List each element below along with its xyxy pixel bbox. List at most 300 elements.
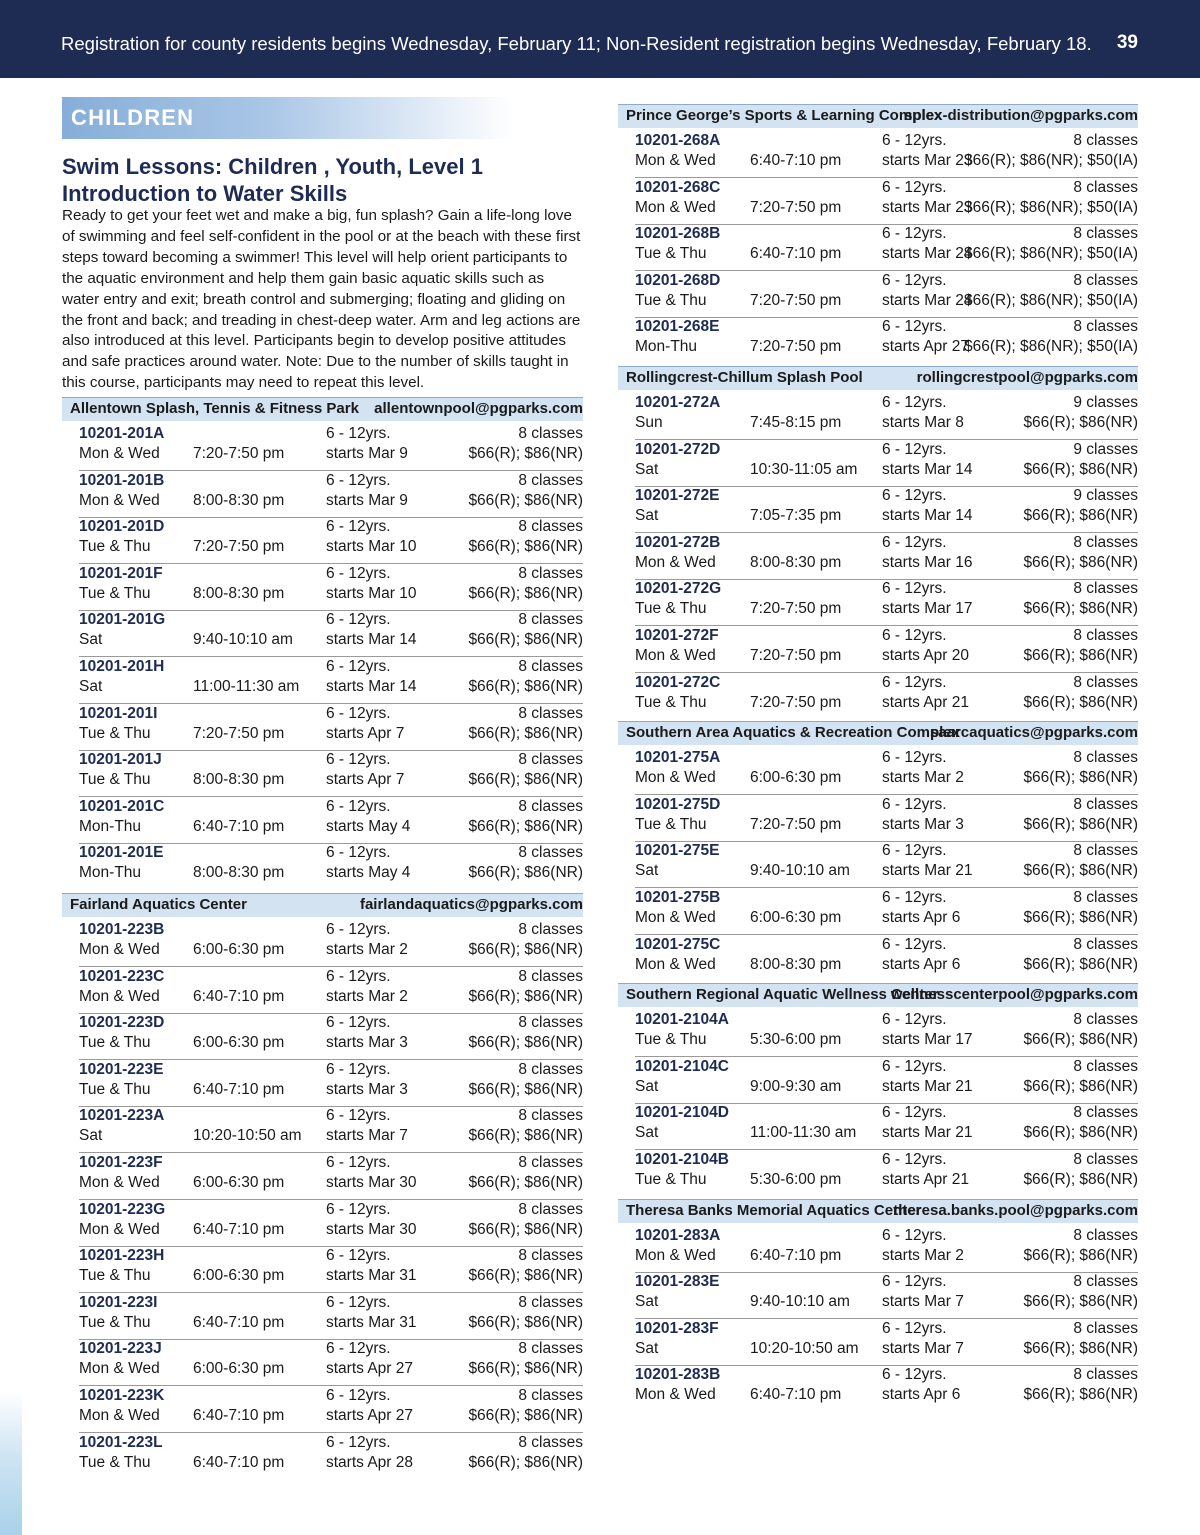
location-email[interactable]: allentownpool@pgparks.com [374,400,583,417]
session-row [635,579,1138,626]
session-time: 8:00-8:30 pm [193,864,285,882]
section-header [62,97,514,139]
session-days: Mon & Wed [79,941,160,958]
session-start: starts Apr 21 [882,1171,970,1188]
session-row [79,843,583,889]
location-header [618,721,1138,745]
session-fee: $66(R); $86(NR) [468,1080,583,1098]
session-age: 6 - 12yrs. [882,842,947,860]
location-name: Rollingcrest-Chillum Splash Pool [626,369,863,386]
session-age: 6 - 12yrs. [882,487,947,505]
session-code: 10201-201H [79,658,165,675]
session-fee: $66(R); $86(NR) [468,771,583,789]
session-row [635,178,1138,225]
session-classes: 8 classes [518,844,583,862]
session-classes: 8 classes [1073,1104,1138,1122]
session-classes: 8 classes [1073,1319,1138,1337]
session-time: 6:40-7:10 pm [750,1386,842,1404]
location-email[interactable]: theresa.banks.pool@pgparks.com [893,1201,1138,1219]
session-row [79,967,583,1014]
session-time: 6:00-6:30 pm [750,769,842,787]
session-start: starts Mar 14 [326,678,417,695]
session-days: Tue & Thu [79,1080,151,1098]
session-age: 6 - 12yrs. [326,1200,391,1218]
session-age: 6 - 12yrs. [326,1433,391,1451]
session-fee: $66(R); $86(NR) [1023,862,1138,880]
session-start: starts Mar 9 [326,491,408,509]
course-title-line-2: Introduction to Water Skills [62,181,348,206]
session-fee: $66(R); $86(NR) [1023,1031,1138,1049]
session-time: 6:40-7:10 pm [193,817,285,835]
session-fee: $66(R); $86(NR) [468,678,583,695]
session-classes: 8 classes [1073,749,1138,767]
session-row [635,1272,1138,1319]
session-code: 10201-272C [635,673,721,691]
session-time: 9:00-9:30 am [750,1077,842,1095]
session-row [79,1386,583,1433]
session-classes: 8 classes [1073,533,1138,551]
session-code: 10201-283A [635,1226,721,1244]
session-code: 10201-272D [635,440,721,458]
location-header [618,104,1138,128]
session-fee: $66(R); $86(NR) [468,1174,583,1191]
session-fee: $66(R); $86(NR) [1023,1339,1138,1357]
session-fee: $66(R); $86(NR) [468,1127,583,1145]
session-age: 6 - 12yrs. [882,1273,947,1291]
course-title [62,153,583,207]
location-email[interactable]: fairlandaquatics@pgparks.com [359,896,583,913]
session-start: starts Mar 21 [882,862,973,880]
session-start: starts May 4 [326,864,411,882]
session-fee: $66(R); $86(NR) [468,987,583,1005]
session-start: starts Mar 10 [326,584,417,602]
session-days: Sat [79,1127,103,1145]
session-classes: 8 classes [518,1014,583,1032]
session-code: 10201-283E [635,1273,720,1291]
session-classes: 8 classes [1073,225,1138,243]
session-classes: 8 classes [1073,580,1138,598]
session-time: 6:40-7:10 pm [193,1080,285,1098]
session-code: 10201-272F [635,627,719,644]
session-age: 6 - 12yrs. [326,1387,391,1404]
session-start: starts Mar 17 [882,1031,973,1049]
session-time: 7:20-7:50 pm [193,538,285,556]
session-start: starts Apr 28 [326,1453,414,1471]
session-time: 10:30-11:05 am [750,460,858,478]
session-days: Tue & Thu [79,724,151,742]
session-row [635,1319,1138,1366]
session-days: Mon & Wed [635,553,716,571]
location-header [618,983,1138,1007]
session-code: 10201-268D [635,271,721,289]
session-days: Mon-Thu [79,817,142,835]
session-fee: $66(R); $86(NR); $50(IA) [963,338,1138,356]
session-time: 7:20-7:50 pm [750,338,842,356]
session-classes: 9 classes [1073,440,1138,458]
session-time: 6:40-7:10 pm [750,152,842,169]
session-days: Sat [79,678,103,695]
session-row [635,1103,1138,1150]
session-age: 6 - 12yrs. [882,225,947,243]
session-time: 6:40-7:10 pm [750,245,842,263]
session-start: starts Apr 27 [882,338,970,356]
session-days: Mon & Wed [635,647,716,664]
session-fee: $66(R); $86(NR) [468,817,583,835]
session-code: 10201-275B [635,889,721,906]
session-time: 8:00-8:30 pm [193,584,285,602]
location-header [618,366,1138,390]
session-days: Mon & Wed [635,909,716,926]
session-start: starts Apr 6 [882,955,961,973]
session-time: 7:20-7:50 pm [750,198,842,216]
session-code: 10201-275D [635,795,721,813]
session-age: 6 - 12yrs. [326,751,391,769]
session-classes: 8 classes [1073,673,1138,691]
session-fee: $66(R); $86(NR) [1023,647,1138,664]
session-days: Mon & Wed [79,1220,160,1238]
session-age: 6 - 12yrs. [882,533,947,551]
session-code: 10201-283F [635,1319,719,1337]
session-code: 10201-2104A [635,1011,729,1029]
session-row [79,920,583,967]
session-start: starts Apr 6 [882,1386,961,1404]
session-start: starts Mar 23 [882,152,973,169]
session-fee: $66(R); $86(NR) [468,538,583,556]
session-classes: 8 classes [518,564,583,582]
session-classes: 8 classes [1073,795,1138,813]
session-code: 10201-223F [79,1154,163,1171]
session-time: 7:20-7:50 pm [750,815,842,833]
session-code: 10201-272G [635,580,722,598]
session-start: starts Apr 27 [326,1407,414,1424]
session-age: 6 - 12yrs. [882,580,947,598]
session-age: 6 - 12yrs. [882,1057,947,1075]
session-row [635,271,1138,318]
session-age: 6 - 12yrs. [882,271,947,289]
session-age: 6 - 12yrs. [882,1366,947,1384]
session-classes: 8 classes [518,471,583,489]
session-time: 10:20-10:50 am [193,1127,302,1145]
session-row [635,317,1138,363]
session-start: starts Mar 8 [882,414,964,431]
session-fee: $66(R); $86(NR); $50(IA) [963,152,1138,169]
session-age: 6 - 12yrs. [882,1226,947,1244]
session-classes: 8 classes [1073,935,1138,953]
session-time: 6:40-7:10 pm [193,1407,285,1424]
session-code: 10201-275A [635,749,721,767]
session-row [635,1010,1138,1057]
session-time: 6:40-7:10 pm [750,1246,842,1264]
session-classes: 8 classes [518,921,583,938]
session-fee: $66(R); $86(NR) [468,584,583,602]
session-row [79,657,583,704]
session-time: 7:20-7:50 pm [750,693,842,711]
session-time: 6:40-7:10 pm [193,1220,285,1238]
session-start: starts Mar 3 [326,1034,408,1052]
session-fee: $66(R); $86(NR) [1023,1171,1138,1188]
session-fee: $66(R); $86(NR) [1023,1246,1138,1264]
session-classes: 8 classes [518,1340,583,1358]
session-classes: 9 classes [1073,394,1138,411]
session-age: 6 - 12yrs. [882,318,947,336]
session-start: starts Mar 14 [882,460,973,478]
session-fee: $66(R); $86(NR); $50(IA) [963,198,1138,216]
session-fee: $66(R); $86(NR) [1023,1293,1138,1311]
session-time: 9:40-10:10 am [750,1293,850,1311]
session-time: 6:00-6:30 pm [193,1034,285,1052]
session-row [635,1365,1138,1411]
session-code: 10201-223G [79,1200,166,1218]
session-time: 7:05-7:35 pm [750,507,842,525]
session-row [635,393,1138,440]
session-days: Tue & Thu [79,584,151,602]
session-age: 6 - 12yrs. [326,797,391,815]
session-code: 10201-223B [79,921,165,938]
session-days: Mon-Thu [79,864,142,882]
session-start: starts Mar 14 [882,507,973,525]
session-classes: 8 classes [1073,842,1138,860]
registration-banner-text: Registration for county residents begins Wednesday, February 11; Non-Resident registration begins Wednesday, February 18. [61,33,1092,54]
session-time: 9:40-10:10 am [750,862,850,880]
session-age: 6 - 12yrs. [882,673,947,691]
session-age: 6 - 12yrs. [326,1060,391,1078]
session-row [635,131,1138,178]
session-fee: $66(R); $86(NR) [468,941,583,958]
page-number: 39 [1116,32,1138,53]
session-time: 5:30-6:00 pm [750,1031,842,1049]
session-code: 10201-275E [635,842,720,860]
session-time: 5:30-6:00 pm [750,1171,842,1188]
session-classes: 8 classes [518,797,583,815]
session-days: Mon & Wed [635,198,716,216]
session-code: 10201-201A [79,425,165,442]
session-days: Mon & Wed [635,1386,716,1404]
session-time: 8:00-8:30 pm [750,553,842,571]
location-name: Allentown Splash, Tennis & Fitness Park [70,400,359,417]
session-row [79,1339,583,1386]
session-start: starts Mar 10 [326,538,417,556]
session-row [635,1226,1138,1273]
session-age: 6 - 12yrs. [882,1011,947,1029]
session-days: Tue & Thu [79,1453,151,1471]
session-start: starts Mar 3 [326,1080,408,1098]
session-days: Tue & Thu [79,1267,151,1285]
session-age: 6 - 12yrs. [882,1151,947,1168]
session-code: 10201-201I [79,704,158,722]
session-start: starts Mar 17 [882,600,973,618]
session-row [79,797,583,844]
session-age: 6 - 12yrs. [882,627,947,644]
session-age: 6 - 12yrs. [326,1014,391,1032]
session-start: starts Mar 14 [326,631,417,649]
session-classes: 9 classes [1073,487,1138,505]
session-age: 6 - 12yrs. [326,471,391,489]
session-row [79,1153,583,1200]
session-days: Sat [79,631,103,649]
session-code: 10201-2104D [635,1104,729,1122]
session-code: 10201-272A [635,394,721,411]
session-code: 10201-201F [79,564,163,582]
session-row [635,673,1138,719]
session-days: Mon & Wed [635,152,716,169]
session-classes: 8 classes [1073,271,1138,289]
session-classes: 8 classes [1073,889,1138,906]
session-start: starts Apr 21 [882,693,970,711]
session-row [635,1057,1138,1104]
session-age: 6 - 12yrs. [882,795,947,813]
session-fee: $66(R); $86(NR) [468,1034,583,1052]
session-time: 11:00-11:30 am [193,678,300,695]
session-classes: 8 classes [1073,318,1138,336]
session-days: Mon & Wed [79,1174,160,1191]
session-start: starts May 4 [326,817,411,835]
session-time: 6:40-7:10 pm [193,987,285,1005]
session-row [79,1293,583,1340]
session-row [635,748,1138,795]
session-start: starts Mar 24 [882,245,973,263]
session-fee: $66(R); $86(NR); $50(IA) [963,245,1138,263]
session-code: 10201-223C [79,967,165,985]
session-row [79,1200,583,1247]
session-fee: $66(R); $86(NR) [1023,769,1138,787]
session-classes: 8 classes [1073,1151,1138,1168]
session-start: starts Mar 2 [882,769,964,787]
session-row [635,440,1138,487]
location-email[interactable]: saarcaquatics@pgparks.com [929,724,1138,742]
session-row [79,1433,583,1479]
session-fee: $66(R); $86(NR) [1023,1124,1138,1142]
session-age: 6 - 12yrs. [882,749,947,767]
session-start: starts Mar 23 [882,198,973,216]
location-header [618,1199,1138,1223]
session-age: 6 - 12yrs. [882,1319,947,1337]
session-start: starts Mar 7 [882,1339,964,1357]
session-age: 6 - 12yrs. [326,1247,391,1265]
session-age: 6 - 12yrs. [326,611,391,629]
session-days: Tue & Thu [79,1313,151,1331]
session-start: starts Apr 7 [326,724,405,742]
session-fee: $66(R); $86(NR) [1023,815,1138,833]
location-header [62,893,583,917]
session-fee: $66(R); $86(NR) [468,445,583,462]
session-row [79,1106,583,1153]
session-row [79,1013,583,1060]
session-row [635,795,1138,842]
session-age: 6 - 12yrs. [882,440,947,458]
session-time: 7:20-7:50 pm [193,724,285,742]
session-code: 10201-268C [635,178,721,196]
session-start: starts Mar 7 [882,1293,964,1311]
location-name: Southern Area Aquatics & Recreation Complex [626,724,960,742]
session-classes: 8 classes [518,1107,583,1125]
session-start: starts Mar 31 [326,1313,417,1331]
session-time: 6:00-6:30 pm [193,1267,285,1285]
session-code: 10201-223L [79,1433,163,1451]
session-classes: 8 classes [1073,132,1138,149]
session-code: 10201-272B [635,533,721,551]
location-email[interactable]: splex-distribution@pgparks.com [904,107,1138,124]
session-row [79,610,583,657]
session-age: 6 - 12yrs. [882,935,947,953]
location-name: Prince George’s Sports & Learning Complex [626,107,943,124]
session-days: Sat [635,1339,659,1357]
session-classes: 8 classes [1073,1011,1138,1029]
session-age: 6 - 12yrs. [326,1154,391,1171]
location-email[interactable]: wellnesscenterpool@pgparks.com [890,986,1138,1004]
session-days: Mon & Wed [79,445,160,462]
section-title: CHILDREN [71,105,195,130]
session-start: starts Apr 7 [326,771,405,789]
session-row [79,517,583,564]
session-code: 10201-2104C [635,1057,729,1075]
session-age: 6 - 12yrs. [326,967,391,985]
session-time: 10:20-10:50 am [750,1339,859,1357]
session-classes: 8 classes [518,611,583,629]
location-name: Theresa Banks Memorial Aquatics Center [626,1201,922,1219]
session-age: 6 - 12yrs. [326,1107,391,1125]
session-row [635,1150,1138,1196]
session-classes: 8 classes [1073,1273,1138,1291]
session-classes: 8 classes [1073,178,1138,196]
session-start: starts Mar 31 [326,1267,417,1285]
session-start: starts Apr 6 [882,909,961,926]
session-days: Sat [635,460,659,478]
location-email[interactable]: rollingcrestpool@pgparks.com [916,369,1138,386]
session-days: Mon & Wed [635,955,716,973]
location-header [62,397,583,421]
session-start: starts Mar 7 [326,1127,408,1145]
session-age: 6 - 12yrs. [326,518,391,536]
session-fee: $66(R); $86(NR) [468,1407,583,1424]
session-code: 10201-223E [79,1060,164,1078]
session-fee: $66(R); $86(NR) [1023,553,1138,571]
session-start: starts Mar 3 [882,815,964,833]
session-row [79,1246,583,1293]
session-fee: $66(R); $86(NR) [468,864,583,882]
session-days: Mon & Wed [79,491,160,509]
session-fee: $66(R); $86(NR) [468,1313,583,1331]
session-row [79,471,583,518]
session-code: 10201-283B [635,1366,721,1384]
session-days: Tue & Thu [635,1171,707,1188]
session-start: starts Mar 30 [326,1220,417,1238]
session-code: 10201-201G [79,611,166,629]
session-code: 10201-223J [79,1340,162,1358]
session-fee: $66(R); $86(NR); $50(IA) [963,291,1138,309]
session-classes: 8 classes [518,1200,583,1218]
session-row [79,750,583,797]
session-age: 6 - 12yrs. [326,564,391,582]
session-time: 6:00-6:30 pm [750,909,842,926]
session-time: 6:00-6:30 pm [193,1174,285,1191]
session-row [79,564,583,611]
session-start: starts Mar 2 [326,987,408,1005]
session-days: Tue & Thu [635,245,707,263]
session-row [635,224,1138,271]
session-row [635,888,1138,935]
session-days: Tue & Thu [635,815,707,833]
session-days: Mon & Wed [79,987,160,1005]
session-classes: 8 classes [518,518,583,536]
session-classes: 8 classes [518,1387,583,1404]
course-title-line-1: Swim Lessons: Children , Youth, Level 1 [62,154,483,179]
session-age: 6 - 12yrs. [882,178,947,196]
session-days: Mon & Wed [635,1246,716,1264]
session-code: 10201-201D [79,518,165,536]
registration-banner [0,0,1200,78]
session-fee: $66(R); $86(NR) [468,1220,583,1238]
session-code: 10201-223H [79,1247,165,1265]
